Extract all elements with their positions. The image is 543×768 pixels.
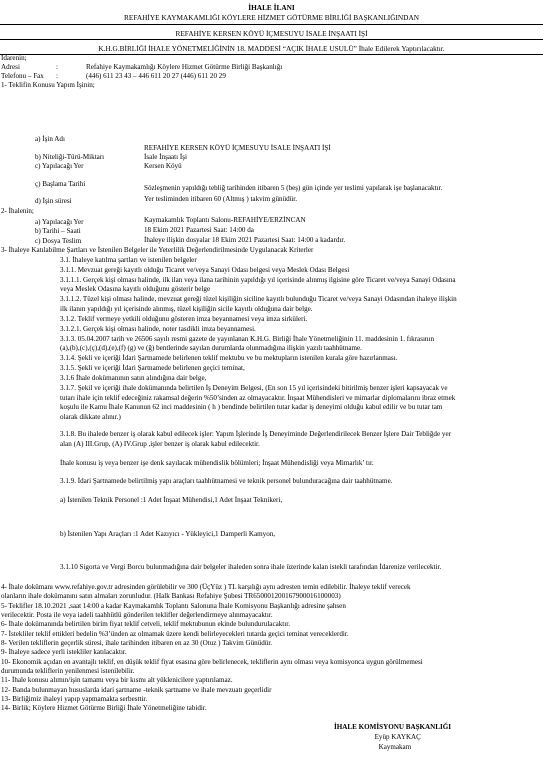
tender-place-value: Kaymakamlık Toplantı Salonu-REFAHİYE/ERZİNCAN	[144, 216, 306, 224]
clause-text: ilk ilanın yapıldığı yıl içerisinde alınmış, tüzel kişiliğin sicile kayıtlı olduğuna dair belge.	[60, 305, 313, 313]
address-colon: :	[56, 63, 58, 71]
signatory-name: Eyüp KAYKAÇ	[374, 733, 421, 741]
item-text: olanların ihale dokümanını satın almaları zorunludur. (Halk Bankası Refahiye Şubesi TR650001200167900016100003)	[1, 592, 341, 600]
clause-text: veya Meslek Odasına kayıtlı olduğunu gösterir belge	[60, 285, 211, 293]
item-text: 6- İhale dokümanında belirtilen birim fiyat teklif cetveli, teklif mektubunun ekinde bulundurulacaktır.	[1, 620, 290, 628]
tender-time-value: 18 Ekim 2021 Pazartesi Saat: 14:00 da	[144, 226, 254, 234]
duration-value: Yer tesliminden itibaren 60 (Altmış ) takvim günüdür.	[144, 195, 297, 203]
committee-name: İHALE KOMİSYONU BAŞKANLIĞI	[334, 723, 452, 731]
duration-label: d) İşin süresi	[35, 197, 72, 205]
regulation-note: K.H.G.BİRLİĞİ İHALE YÖNETMELİĞİNİN 18. MADDESİ “AÇIK İHALE USULÜ” İhale Edilerek Yaptırılacaktır.	[98, 44, 445, 53]
technical-staff: a) İstenilen Teknik Personel :1 Adet İnşaat Mühendisi,1 Adet İnşaat Teknikeri,	[60, 496, 283, 504]
phone-colon: :	[56, 72, 58, 80]
clause-text: koşulu ile Kamu İhale Kanunun 62 inci maddesinin ( h ) bendinde belirtilen tutar kadar iş deneyimi olduğu kabul edilir ve bu tutar tam	[60, 403, 443, 411]
idare-label: İdarenin;	[1, 54, 27, 62]
clause-text: 3.1.3. 05.04.2007 tarih ve 26506 sayılı resmi gazete de yayınlanan K.H.G. Birliği İhale Yönetmeliğinin 11. maddesinin 1. fıkrasının	[60, 335, 434, 343]
clause-text: 3.1.1.2. Tüzel kişi olması halinde, mevzuat gereği tüzel kişiliğin siciline kayıtlı bulunduğu Ticaret ve/veya Sanayi Odasından ihaleye ilişkin	[60, 295, 457, 303]
item-text: 7- İstekliler teklif ettikleri bedelin %3’ünden az olmamak üzere kendi belirleyecekleri tutarda geçici teminat vereceklerdir.	[1, 630, 349, 638]
clause-text: 3.1.2. Teklif vermeye yetkili olduğunu gösteren imza beyannamesi veya imza sirküleri.	[60, 315, 308, 323]
clause-text: 3.1.7. Şekil ve içeriği ihale dokümanında belirtilen İş Deneyim Belgesi, (En son 15 yıl içerisindeki bitirilmiş benzer işleri kapsayacak ve	[60, 384, 448, 392]
section-1-heading: 1- Teklifin Konusu Yapım İşinin;	[1, 81, 95, 89]
clause-text: 3.1.6 İhale dokümanının satın alındığına dair belge,	[60, 374, 207, 382]
work-type-value: İsale İnşaatı İşi	[144, 153, 187, 161]
item-text: 8- Verilen tekliflerin geçerlik süresi, ihale tarihinden itibaren en az 30 (Otuz ) Takvim Günüdür.	[1, 639, 273, 647]
item-text: 13- Birliğimiz ihaleyi yapıp yapmamakta serbesttir.	[1, 695, 148, 703]
work-name-label: a) İşin Adı	[35, 135, 65, 143]
item-text: 14- Birlik; Köylere Hizmet Götürme Birliği İhale Yönetmeliğine tabidir.	[1, 704, 207, 712]
clause-text: (a),(b),(c),(ç),(d),(e),(f) (g) ve (ğ) bentlerinde sayılan durumlarda olunmadığına ilişkin yazılı taahhütname.	[60, 344, 362, 352]
clause-text: olarak dikkate alınır.)	[60, 413, 121, 421]
header-divider	[0, 39, 543, 40]
item-text: 12- Banda bulunmayan hususlarda idari şartname -teknik şartname ve ihale mevzuatı geçerlidir	[1, 686, 272, 694]
header-divider	[0, 24, 543, 25]
file-delivery-label: c) Dosya Teslim	[35, 237, 82, 245]
clause-text: 3.1.1.1. Gerçek kişi olması halinde, ilk ilan veya ilana tarihinin yapıldığı yıl içerisinde alınmış ilgisine göre Ticaret ve/veya Sanayi Odasına	[60, 276, 456, 284]
clause-text: 3.1.4. Şekli ve içeriği İdari Şartnamede belirlenen teklif mektubu ve bu mektupların istenilen kurala göre hazırlanması.	[60, 354, 398, 362]
organization-name: REFAHİYE KAYMAKAMLIĞI KÖYLERE HİZMET GÖTÜRME BİRLİĞİ BAŞKANLIĞINDAN	[124, 13, 419, 22]
work-location-label: c) Yapılacağı Yer	[35, 162, 84, 170]
item-text: verilecektir. Posta ile veya iadeli taahhütlü gönderilen teklifler değerlendirmeye alınmayacaktır.	[1, 611, 273, 619]
clause-text: 3.1.9. İdari Şartnamede belirtilmiş yapı araçları taahhütnamesi ve teknik personel bulunduracağına dair taahhütname.	[60, 477, 393, 485]
item-text: 10- Ekonomik açıdan en avantajlı teklif, en düşük teklif fiyat esasına göre belirlenecek, tekliflerin aynı olması veya komisyonca uygun görülmemesi	[1, 658, 423, 666]
item-text: 11- İhale konusu alımın/işin tamamı veya bir kısmı alt yüklenicilere yaptırılamaz.	[1, 676, 233, 684]
header-divider	[0, 54, 543, 55]
address-value: Refahiye Kaymakamlığı Köylere Hizmet Götürme Birliği Başkanlığı	[86, 63, 283, 71]
signatory-title: Kaymakam	[378, 743, 412, 751]
clause-text: 3.1.8. Bu ihalede benzer iş olarak kabul edilecek işler: Yapım İşlerinde İş Deneyiminde Değerlendirilecek Benzer İşlere Dair Tebliğde yer	[60, 430, 451, 438]
start-date-value: Sözleşmenin yapıldığı tebliğ tarihinden itibaren 5 (beş) gün içinde yer teslimi yapılarak işe başlanacaktır.	[144, 184, 443, 192]
clause-text: 3.1.10 Sigorta ve Vergi Borcu bulunmadığına dair belgeler ihaleden sonra ihale üzerinde kalan istekli tarafından İdarenize verilecektir.	[60, 563, 442, 571]
work-type-label: b) Niteliği-Türü-Miktarı	[35, 153, 105, 161]
tender-time-label: b) Tarihi – Saati	[35, 227, 81, 235]
item-text: durumunda tekliflerin yenilenmesi istenilebilir.	[1, 667, 135, 675]
clause-text: İhale konusu iş veya benzer işe denk sayılacak mühendislik bölümleri; İnşaat Mühendisliği veya Mimarlık’ tır.	[60, 459, 374, 467]
item-text: 9- İhaleye sadece yerli istekliler katılacaktır.	[1, 648, 127, 656]
start-date-label: ç) Başlama Tarihi	[35, 180, 86, 188]
address-label: Adresi	[1, 63, 20, 71]
item-text: 4- İhale dokümanı www.refahiye.gov.tr adresinden görülebilir ve 300 (ÜçYüz ) TL karşılığı aynı adresten temin edilebilir. İhaleye teklif verecek	[1, 583, 411, 591]
file-delivery-value: İhaleye ilişkin dosyalar 18 Ekim 2021 Pazartesi Saat: 14:00 a kadardır.	[144, 236, 346, 244]
clause-text: alan (A) III.Grup, (A) IV.Grup ,işler benzer iş olarak kabul edilecektir.	[60, 440, 260, 448]
tender-place-label: a) Yapılacağı Yer	[35, 218, 84, 226]
project-name: REFAHİYE KERSEN KÖYÜ İÇMESUYU İSALE İNŞAATI İŞİ	[175, 29, 368, 38]
clause-text: 3.1. İhaleye katılma şartları ve istenilen belgeler	[60, 256, 197, 264]
phone-label: Telefonu – Fax	[1, 72, 44, 80]
section-2-heading: 2- İhalenin;	[1, 207, 34, 215]
clause-text: 3.1.5. Şekli ve içeriği İdari Şartnamede belirlenen geçici teminat,	[60, 364, 245, 372]
item-text: 5- Teklifler 18.10.2021 ,saat 14:00 a kadar Kaymakamlık Toplantı Salonuna İhale Komisyonu Başkanlığı adresine şahsen	[1, 602, 346, 610]
equipment: b) İstenilen Yapı Araçları :1 Adet Kazıyıcı - Yükleyici,1 Damperli Kamyon,	[60, 530, 276, 538]
work-name-value: REFAHİYE KERSEN KÖYÜ İÇMESUYU İSALE İNŞAATI İŞİ	[144, 144, 331, 152]
phone-value: (446) 611 23 43 – 446 611 20 27 (446) 611 20 29	[86, 72, 226, 80]
clause-text: 3.1.1. Mevzuat gereği kayıtlı olduğu Ticaret ve/veya Sanayi Odası belgesi veya Meslek Odası Belgesi	[60, 266, 350, 274]
section-3-heading: 3- İhaleye Katılabilme Şartları ve İstenilen Belgeler ile Yeterlilik Değerlendirilmesinde Uygulanacak Kriterler	[1, 246, 314, 254]
clause-text: tutarı ihale için teklif edeceğiniz rakamsal değerin %50’sinden az olmayacaktır. İnşaat Mühendisleri ve mimarlar diplomalarını ibraz etmek	[60, 394, 456, 402]
work-location-value: Kersen Köyü	[144, 162, 182, 170]
clause-text: 3.1.2.1. Gerçek kişi olması halinde, noter tasdikli imza beyannamesi.	[60, 325, 256, 333]
document-title: İHALE İLANI	[248, 3, 295, 12]
